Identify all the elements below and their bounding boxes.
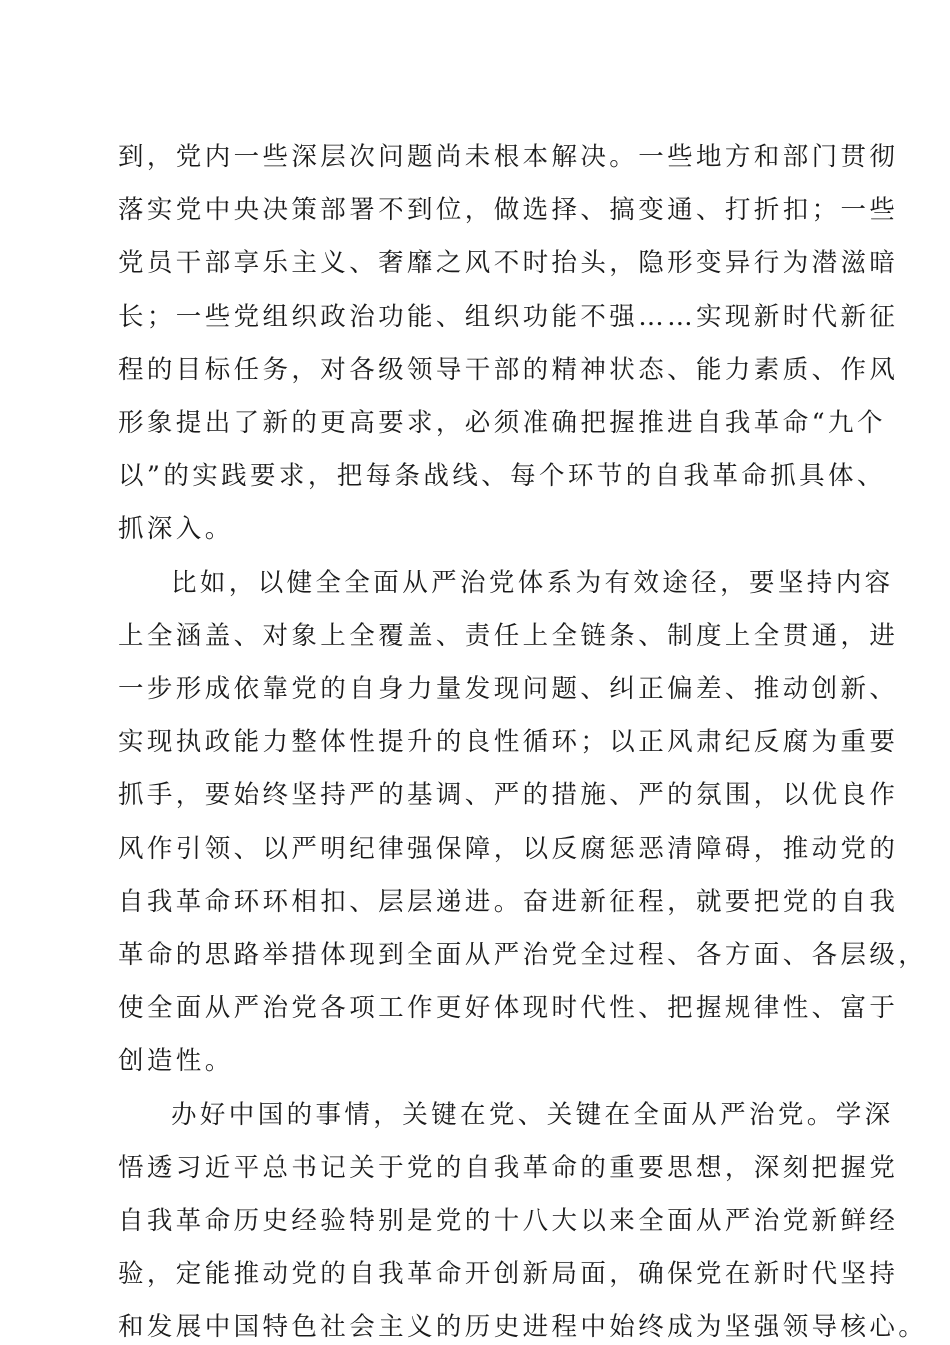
paragraph-2-line-4: 实现执政能力整体性提升的良性循环；以正风肃纪反腐为重要 [118,727,899,757]
paragraph-1-line-6: 形象提出了新的更高要求，必须准确把握推进自我革命“九个 [118,408,886,438]
paragraph-2-line-1: 比如，以健全全面从严治党体系为有效途径，要坚持内容 [171,568,894,598]
paragraph-1-line-5: 程的目标任务，对各级领导干部的精神状态、能力素质、作风 [118,355,899,385]
paragraph-1-line-2: 落实党中央决策部署不到位，做选择、搞变通、打折扣；一些 [118,195,899,225]
paragraph-2-line-9: 使全面从严治党各项工作更好体现时代性、把握规律性、富于 [118,993,899,1023]
paragraph-2-line-7: 自我革命环环相扣、层层递进。奋进新征程，就要把党的自我 [118,887,899,917]
paragraph-3-line-1: 办好中国的事情，关键在党、关键在全面从严治党。学深 [171,1100,894,1130]
paragraph-2-line-5: 抓手，要始终坚持严的基调、严的措施、严的氛围，以优良作 [118,780,899,810]
paragraph-1-line-1: 到，党内一些深层次问题尚未根本解决。一些地方和部门贯彻 [118,142,899,172]
paragraph-1-line-7: 以”的实践要求，把每条战线、每个环节的自我革命抓具体、 [118,461,886,491]
paragraph-2-line-6: 风作引领、以严明纪律强保障，以反腐惩恶清障碍，推动党的 [118,834,899,864]
paragraph-2-line-2: 上全涵盖、对象上全覆盖、责任上全链条、制度上全贯通，进 [118,621,899,651]
paragraph-3-line-5: 和发展中国特色社会主义的历史进程中始终成为坚强领导核心。 [118,1312,928,1342]
paragraph-3-line-3: 自我革命历史经验特别是党的十八大以来全面从严治党新鲜经 [118,1206,899,1236]
paragraph-3-line-4: 验，定能推动党的自我革命开创新局面，确保党在新时代坚持 [118,1259,899,1289]
paragraph-1-line-4: 长；一些党组织政治功能、组织功能不强……实现新时代新征 [118,302,899,332]
paragraph-2-line-3: 一步形成依靠党的自身力量发现问题、纠正偏差、推动创新、 [118,674,899,704]
paragraph-1-line-8: 抓深入。 [118,514,234,544]
paragraph-3-line-2: 悟透习近平总书记关于党的自我革命的重要思想，深刻把握党 [118,1153,899,1183]
paragraph-1-line-3: 党员干部享乐主义、奢靡之风不时抬头，隐形变异行为潜滋暗 [118,248,899,278]
paragraph-2-line-10: 创造性。 [118,1046,234,1076]
paragraph-2-line-8: 革命的思路举措体现到全面从严治党全过程、各方面、各层级， [118,940,928,970]
